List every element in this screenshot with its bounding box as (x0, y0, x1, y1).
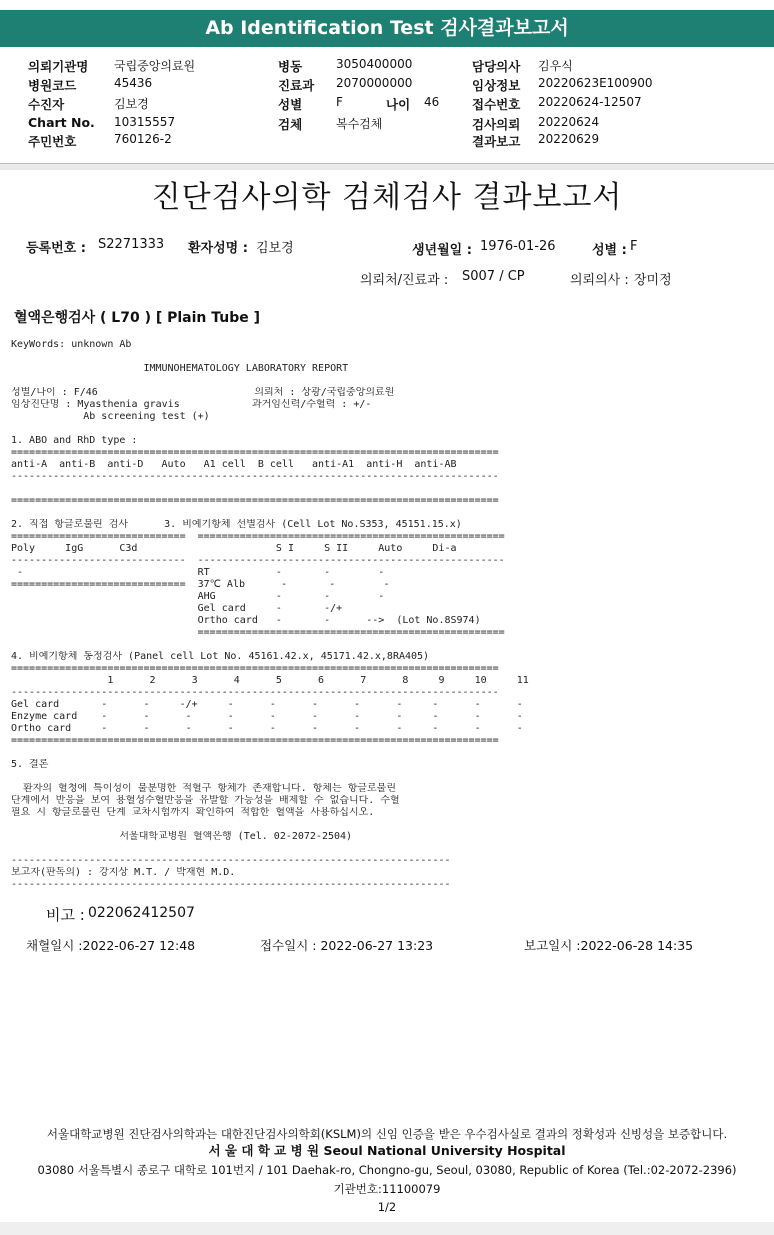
value-receipt-no: 20220624-12507 (538, 95, 642, 109)
label-clinical-info: 임상정보 (472, 78, 521, 93)
report-line: ================================================================================= (11, 663, 499, 674)
report-line: 성별/나이 : F/46 의뢰처 : 상광/국립중앙의료원 (11, 387, 395, 398)
certification-note: 서울대학교병원 진단검사의학과는 대한진단검사의학회(KSLM)의 신임 인증을 받은 우수검사실로 결과의 정확성과 신빙성을 보증합니다. (46, 1127, 728, 1141)
value-result-report: 20220629 (538, 132, 600, 146)
report-line: ----------------------------- --------------------------------------------------- (11, 555, 505, 566)
report-line: AHG - - - (11, 591, 385, 602)
report-line: Ortho card - - - - - - - - - - - (11, 723, 523, 734)
report-line: 보고자(판독의) : 강지상 M.T. / 박재현 M.D. (11, 867, 236, 878)
report-line: 1. ABO and RhD type : (11, 435, 138, 446)
value-ward: 3050400000 (336, 57, 413, 71)
value-age: 46 (424, 95, 440, 109)
institution-number: 기관번호:11100079 (333, 1182, 441, 1196)
label-requesting-institution: 의뢰기관명 (28, 59, 89, 74)
report-line: Enzyme card - - - - - - - - - - - (11, 711, 523, 722)
label-receipt-no: 접수번호 (472, 97, 521, 112)
value-patient-name: 김보경 (256, 241, 294, 256)
value-resident-no: 760126-2 (114, 132, 172, 146)
report-line: 서울대학교병원 혈액은행 (Tel. 02-2072-2504) (11, 831, 353, 842)
value-chart-no: 10315557 (114, 115, 176, 129)
report-line (11, 423, 766, 435)
label-ward: 병동 (278, 59, 303, 74)
report-line: ------------------------------------------------------------------------- (11, 879, 451, 890)
report-line (11, 483, 766, 495)
label-test-request: 검사의뢰 (472, 117, 521, 132)
report-line: 필요 시 항글로불린 단계 교차시험까지 확인하여 적합한 혈액을 사용하십시오. (11, 807, 375, 818)
label-remarks: 비고 : (46, 906, 85, 924)
value-report-sex: F (630, 239, 638, 254)
label-attending-doctor: 담당의사 (472, 59, 521, 74)
value-department: 2070000000 (336, 76, 413, 90)
banner-title: Ab Identification Test 검사결과보고서 (205, 17, 569, 39)
report-line: --------------------------------------------------------------------------------- (11, 687, 499, 698)
report-line: 4. 비예기항체 동정검사 (Panel cell Lot No. 45161.42.x, 45171.42.x,8RA405) (11, 651, 430, 662)
report-line (11, 351, 766, 363)
bottom-bar (0, 1222, 774, 1235)
report-line: 환자의 혈청에 특이성이 불분명한 적혈구 항체가 존재합니다. 항체는 항글로불린 (11, 783, 397, 794)
value-hospital-code: 45436 (114, 76, 153, 90)
value-remarks: 022062412507 (88, 905, 195, 921)
label-patient: 수진자 (28, 97, 65, 112)
report-line: ================================================================================= (11, 735, 499, 746)
report-line: 5. 결론 (11, 759, 49, 770)
report-line (11, 819, 766, 831)
label-hospital-code: 병원코드 (28, 78, 77, 93)
value-test-request: 20220624 (538, 115, 600, 129)
report-line: ================================================================================= (11, 447, 499, 458)
hospital-name: 서 울 대 학 교 병 원 Seoul National University Hospital (208, 1143, 566, 1158)
report-line: =================================================== (11, 627, 505, 638)
label-chart-no: Chart No. (28, 115, 95, 130)
report-line (11, 639, 766, 651)
report-line: - RT - - - (11, 567, 385, 578)
receipt-time: 접수일시 : 2022-06-27 13:23 (260, 938, 434, 953)
value-requesting-doctor: 장미정 (634, 273, 672, 288)
label-report-sex: 성별 : (592, 243, 627, 258)
hospital-address: 03080 서울특별시 종로구 대학로 101번지 / 101 Daehak-ro, Chongno-gu, Seoul, 03080, Republic of Korea (Tel.:02-2072-2396) (37, 1163, 737, 1177)
value-requesting-institution: 국립중앙의료원 (114, 59, 196, 73)
collection-time: 채혈일시 :2022-06-27 12:48 (26, 938, 196, 953)
label-requester-dept: 의뢰처/진료과 : (360, 273, 449, 288)
report-line: IMMUNOHEMATOLOGY LABORATORY REPORT (11, 363, 349, 374)
label-requesting-doctor: 의뢰의사 : (570, 273, 629, 288)
value-registration-no: S2271333 (98, 237, 165, 252)
value-patient: 김보경 (114, 97, 149, 111)
report-line: 단계에서 반응을 보여 용혈성수혈반응을 유발할 가능성을 배제할 수 없습니다. 수혈 (11, 795, 400, 806)
report-line: ============================= 37℃ Alb - - - (11, 579, 390, 590)
label-sex: 성별 (278, 97, 303, 112)
report-line: 임상진단명 : Myasthenia gravis 과거임신력/수혈력 : +/- (11, 399, 372, 410)
value-attending-doctor: 김우식 (538, 59, 573, 73)
report-line: 1 2 3 4 5 6 7 8 9 10 11 (11, 675, 529, 686)
report-line: --------------------------------------------------------------------------------- (11, 471, 499, 482)
lab-report-text (11, 339, 766, 891)
section-divider (0, 163, 774, 170)
label-result-report: 결과보고 (472, 134, 521, 149)
report-line: anti-A anti-B anti-D Auto A1 cell B cell anti-A1 anti-H anti-AB (11, 459, 457, 470)
report-time: 보고일시 :2022-06-28 14:35 (524, 938, 694, 953)
report-line: ------------------------------------------------------------------------- (11, 855, 451, 866)
report-line (11, 771, 766, 783)
section-title: 혈액은행검사 ( L70 ) [ Plain Tube ] (14, 310, 261, 326)
report-title: 진단검사의학 검체검사 결과보고서 (151, 180, 623, 215)
label-specimen: 검체 (278, 117, 303, 132)
label-registration-no: 등록번호 : (26, 241, 86, 256)
page-number: 1/2 (377, 1200, 397, 1214)
value-birth-date: 1976-01-26 (480, 239, 556, 254)
value-clinical-info: 20220623E100900 (538, 76, 653, 90)
report-line (11, 747, 766, 759)
report-line: Ab screening test (+) (11, 411, 210, 422)
value-specimen: 복수검체 (336, 117, 383, 131)
report-line (11, 507, 766, 519)
report-line (11, 843, 766, 855)
report-line: Poly IgG C3d S I S II Auto Di-a (11, 543, 457, 554)
report-line: ================================================================================= (11, 495, 499, 506)
report-line: Gel card - -/+ (11, 603, 379, 614)
value-requester-dept: S007 / CP (462, 269, 525, 284)
report-line: 2. 직접 항글로불린 검사 3. 비예기항체 선별검사 (Cell Lot No.S353, 45151.15.x) (11, 519, 462, 530)
report-line: ============================= =================================================== (11, 531, 505, 542)
report-line (11, 375, 766, 387)
report-line: KeyWords: unknown Ab (11, 339, 132, 350)
label-department: 진료과 (278, 78, 315, 93)
report-line: Ortho card - - --> (Lot No.8S974) (11, 615, 481, 626)
label-birth-date: 생년월일 : (412, 243, 472, 258)
report-line: Gel card - - -/+ - - - - - - - - (11, 699, 523, 710)
value-sex: F (336, 95, 343, 109)
label-resident-no: 주민번호 (28, 134, 77, 149)
label-age: 나이 (386, 97, 411, 112)
label-patient-name: 환자성명 : (188, 241, 248, 256)
